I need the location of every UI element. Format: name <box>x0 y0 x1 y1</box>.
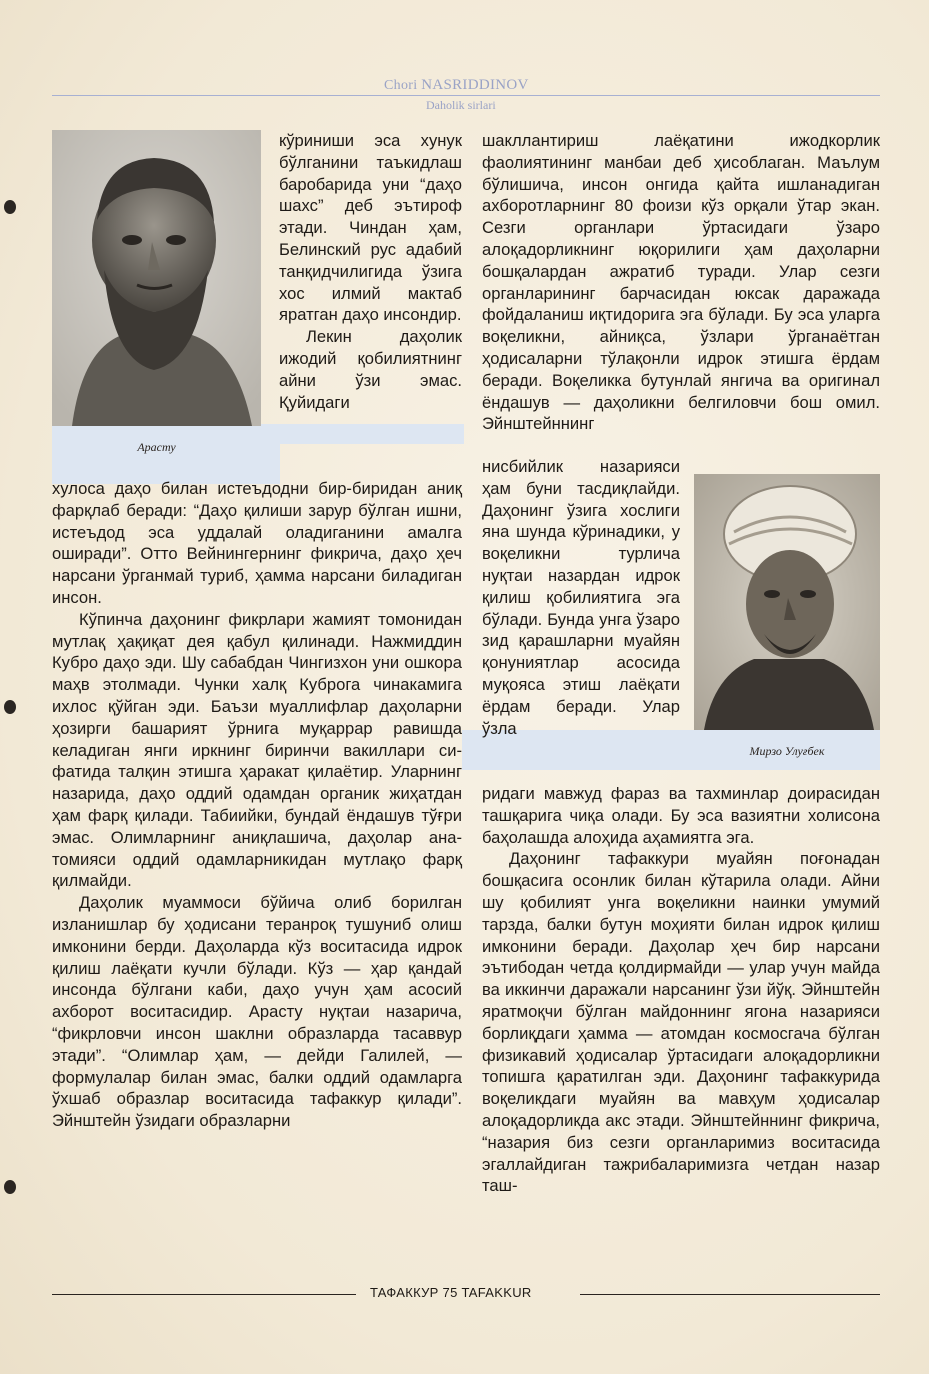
paragraph: хулоса даҳо билан истеъдодни бир-биридан аниқ фарқлаб беради: “Даҳо қилиши зарур бўлган ишни, истеъдод эса уддалай оладиганини амалга оширади”. Отто Вейнингернинг фикрича, даҳо ҳеч нарсани ўрганмай туриб, ҳамма нарсани биладиган инсон. <box>52 479 462 607</box>
paragraph: нисбийлик назарияси ҳам буни тасдиқлайди. Даҳонинг ўзига хослиги яна шунда кўринадики, у воқеликни турлича нуқтаи назардан идрок қилиш қобилиятига эга бўлади. Бунда унга ўзаро зид қарашларни муайян қонуниятлар асосида муқояса этиш лаёқати ёрдам беради. Улар ўзла <box>482 457 680 738</box>
paragraph: ридаги мавжуд фараз ва тахминлар доирасидан ташқарига чиқа олади. Бу эса вазиятни холисона баҳолашда алоҳида аҳамиятга эга. <box>482 784 880 847</box>
right-column-bottom <box>482 783 880 1197</box>
author-first-name: Chori <box>384 78 418 93</box>
paragraph: Даҳолик муаммоси бўйича олиб борилган изланишлар бу ҳодисани теранроқ тушуниб олиш имконини берди. Даҳоларда кўз воситасида идрок қилиш лаёқати кучли бўлади. Кўз — ҳар қандай инсонда бўлгани каби, даҳо учун ҳам асосий ахборот воситасидир. Арасту нуқтаи назарича, “фикрловчи инсон шаклни образларда тасаввур этади”. “Олимлар ҳам, — дейди Галилей, — формулалар билан эмас, балки оддий одамларга ўхшаб образлар воситасида тафаккур қилади”. Эйнштейн ўзидаги образларни <box>52 893 462 1131</box>
paragraph: Даҳонинг тафаккури муайян поғонадан бошқасига осонлик билан кўтарила олади. Айни шу қобилият унга воқеликни наинки умумий тарзда, балки бутун моҳияти билан идрок қилиш имконини беради. Даҳолар ҳеч бир нарсани эътибодан четда қолдирмайди — улар учун майда ва иккинчи даражали нарсанинг ўзи йўқ. Эйнштейн яратмоқчи бўлган майдоннинг ягона назарияси борлиқдаги ҳамма — атомдан космосгача бўлган физикавий ҳодисалар ўртасидаги алоқадорликни топишга қаратилган эди. Даҳонинг тафаккурида воқеликдаги муайян ва мавҳум ҳодисалар алоқадорликда акс этади. Эйнштейннинг фикрича, “назария биз сезги органларимиз воситасида эгаллайдиган тажрибаларимизга четдан назар таш- <box>482 849 880 1196</box>
left-column-beside-image <box>279 130 462 413</box>
running-header-subtitle: Daholik sirlari <box>426 98 496 112</box>
paragraph: Кўпинча даҳонинг фикрлари жамият томонидан мутлақ ҳақиқат дея қабул қилинади. Нажмиддин Кубро даҳо эди. Шу сабабдан Чингизхон уни ошкора маҳв этолмади. Чунки халқ Куброга чинакамига ихлос қўйган эди. Баъзи муаллифлар даҳоларни ҳозирги башарият ўрнига муқаррар равишда келадиган янги иркнинг биринчи вакиллари сифатида талқин этишга ҳаракат қилаётир. Уларнинг назарида, даҳо оддий одамдан органик жиҳатдан ҳам фарқ қилади. Табиийки, бундай ёндашув тўғри эмас. Олимларнинг аниқлашича, даҳолар анатомияси оддий одамларникидан мутлақо фарқ қилмайди. <box>52 609 462 891</box>
running-header-author <box>384 77 529 94</box>
right-column-beside-image <box>482 456 680 739</box>
punch-hole <box>4 700 16 714</box>
right-column-top <box>482 130 880 435</box>
header-rule <box>52 95 880 96</box>
paragraph: шакллантириш лаёқатини ижодкорлик фаолиятининг манбаи деб ҳисоблаган. Маълум бўлишича, инсон онгида қайта ишланадиган ахборотларнинг 80 фоизи кўз орқали ўтар экан. Сезги органлари ўртасидаги ўзаро алоқадорликнинг юқорилиги ҳам даҳоларни бошқалардан ажратиб туради. Улар сезги органларининг барчасидан юксак даражада фойдаланиш иқтидорига эга бўлади. Бу эса уларга воқеликни, айниқса, ўзлари ўрганаётган ҳодисаларни тўлақонли идрок этишга ёрдам беради. Воқеликка бутунлай янгича ва оригинал ёндашув — даҳоликни белгиловчи бош омил. Эйнштейннинг <box>482 131 880 434</box>
punch-hole <box>4 200 16 214</box>
aristotle-portrait <box>52 130 261 426</box>
footer-rule <box>580 1294 880 1295</box>
ulugbek-caption: Мирзо Улуғбек <box>749 744 825 758</box>
aristotle-caption: Арасту <box>137 440 176 454</box>
footer-page-label: ТАФАККУР 75 TAFAKKUR <box>370 1285 532 1300</box>
punch-hole <box>4 1180 16 1194</box>
ulugbek-portrait <box>694 474 880 730</box>
paragraph: Лекин даҳолик ижодий қобилиятнинг айни ўзи эмас. Қуйидаги <box>279 327 462 412</box>
footer-rule <box>52 1294 356 1295</box>
author-last-name: NASRIDDINOV <box>421 77 529 93</box>
paragraph: кўриниши эса хунук бўлганини таъкидлаш баробарида уни “даҳо шахс” деб эътироф этади. Чиндан ҳам, Белинский рус адабий танқидчилигида ўзига хос илмий мактаб яратган даҳо инсондир. <box>279 131 462 325</box>
left-column <box>52 478 462 1132</box>
